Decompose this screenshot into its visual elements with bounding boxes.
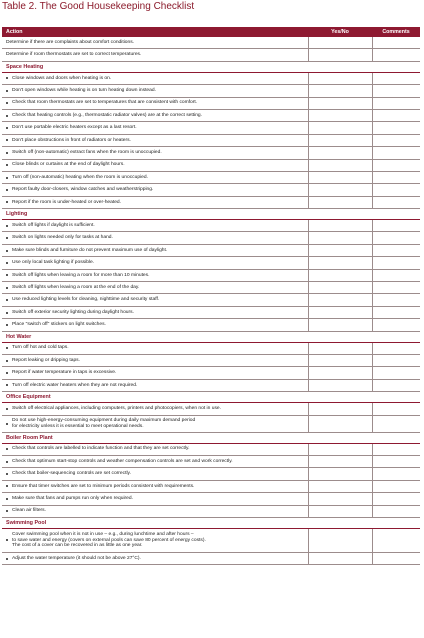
comments-cell[interactable] xyxy=(372,232,420,243)
yes-no-cell[interactable] xyxy=(308,184,372,195)
comments-cell[interactable] xyxy=(372,184,420,195)
item-line: The cost of a cover can be recovered in as little as one year. xyxy=(12,543,143,549)
section-heading xyxy=(2,62,420,73)
comments-cell[interactable] xyxy=(372,444,420,455)
bullet-icon xyxy=(6,372,8,374)
yes-no-cell[interactable] xyxy=(308,319,372,330)
yes-no-cell[interactable] xyxy=(308,37,372,48)
yes-no-cell[interactable] xyxy=(308,553,372,564)
item-line: Use only local task lighting if possible. xyxy=(12,260,95,266)
table-header xyxy=(2,27,420,37)
item-text xyxy=(2,162,308,168)
bullet-icon xyxy=(6,127,8,129)
item-line: Place "switch off" stickers on light switches. xyxy=(12,322,106,328)
yes-no-cell[interactable] xyxy=(308,135,372,146)
item-line: Check that room thermostats are set to temperatures that are consistent with comfort. xyxy=(12,100,198,106)
item-text xyxy=(2,532,308,549)
comments-cell[interactable] xyxy=(372,367,420,378)
item-line: Turn off electric water heaters when they are not required. xyxy=(12,382,138,388)
checklist-item xyxy=(2,85,420,97)
item-line: Switch on lights needed only for tasks at hand. xyxy=(12,235,113,241)
item-line: Switch off (non-automatic) extract fans when the room is unoccupied. xyxy=(12,150,162,156)
item-line: Close blinds or curtains at the end of daylight hours. xyxy=(12,162,125,168)
yes-no-cell[interactable] xyxy=(308,307,372,318)
yes-no-cell[interactable] xyxy=(308,147,372,158)
item-text xyxy=(2,322,308,328)
comments-cell[interactable] xyxy=(372,553,420,564)
comments-cell[interactable] xyxy=(372,468,420,479)
bullet-icon xyxy=(6,250,8,252)
comments-cell[interactable] xyxy=(372,307,420,318)
intro-row xyxy=(2,49,420,61)
item-line: Report if water temperature in taps is excessive. xyxy=(12,370,117,376)
yes-no-cell[interactable] xyxy=(308,220,372,231)
yes-no-cell[interactable] xyxy=(308,270,372,281)
comments-cell[interactable] xyxy=(372,172,420,183)
checklist-item xyxy=(2,160,420,172)
header-yes-no: Yes/No xyxy=(331,29,349,35)
checklist-item xyxy=(2,456,420,468)
checklist-item xyxy=(2,220,420,232)
yes-no-cell[interactable] xyxy=(308,49,372,60)
item-text xyxy=(2,223,308,229)
comments-cell[interactable] xyxy=(372,319,420,330)
yes-no-cell[interactable] xyxy=(308,529,372,552)
bullet-icon xyxy=(6,287,8,289)
yes-no-cell[interactable] xyxy=(308,456,372,467)
item-text xyxy=(2,556,308,562)
section-title: Swimming Pool xyxy=(6,519,47,526)
yes-no-cell[interactable] xyxy=(308,493,372,504)
item-line: Don't use portable electric heaters except as a last resort. xyxy=(12,125,137,131)
checklist-item xyxy=(2,232,420,244)
item-text xyxy=(2,76,308,82)
yes-no-cell[interactable] xyxy=(308,380,372,391)
checklist-item xyxy=(2,416,420,433)
item-line: Report faulty door-closers, window catches and weatherstripping. xyxy=(12,187,154,193)
item-line: Report leaking or dripping taps. xyxy=(12,357,80,363)
item-text xyxy=(2,297,308,303)
item-text xyxy=(2,175,308,181)
item-text xyxy=(2,125,308,131)
checklist-item xyxy=(2,343,420,355)
item-line: Switch off lights when leaving a room at the end of the day. xyxy=(12,284,140,290)
yes-no-cell[interactable] xyxy=(308,245,372,256)
item-text xyxy=(2,235,308,241)
checklist-item xyxy=(2,493,420,505)
item-line: Report if the room is under-heated or over-heated. xyxy=(12,199,122,205)
checklist-item xyxy=(2,245,420,257)
checklist-item xyxy=(2,98,420,110)
bullet-icon xyxy=(6,510,8,512)
comments-cell[interactable] xyxy=(372,73,420,84)
item-text xyxy=(2,406,308,412)
item-line: Don't open windows while heating is on turn heating down instead. xyxy=(12,88,156,94)
header-comments: Comments xyxy=(382,29,410,35)
item-line: Make sure blinds and furniture do not prevent maximum use of daylight. xyxy=(12,247,168,253)
comments-cell[interactable] xyxy=(372,456,420,467)
item-text xyxy=(2,459,308,465)
item-line: Switch off electrical appliances, including computers, printers and photocopiers, when not in use. xyxy=(12,406,221,412)
table-title: Table 2. The Good Housekeeping Checklist xyxy=(2,1,195,12)
checklist-item xyxy=(2,172,420,184)
checklist-item xyxy=(2,367,420,379)
yes-no-cell[interactable] xyxy=(308,355,372,366)
yes-no-cell[interactable] xyxy=(308,160,372,171)
item-line: Check that controls are labelled to indicate function and that they are set correctly. xyxy=(12,446,190,452)
section-title: Office Equipment xyxy=(6,394,51,401)
item-text xyxy=(2,200,308,206)
checklist-item xyxy=(2,468,420,480)
section-heading xyxy=(2,332,420,343)
bullet-icon xyxy=(6,324,8,326)
bullet-icon xyxy=(6,299,8,301)
item-line: Turn off hot and cold taps. xyxy=(12,345,69,351)
item-line: Close windows and doors when heating is on. xyxy=(12,75,112,81)
bullet-icon xyxy=(6,448,8,450)
item-text xyxy=(2,508,308,514)
checklist-item xyxy=(2,444,420,456)
checklist-item xyxy=(2,135,420,147)
yes-no-cell[interactable] xyxy=(308,506,372,517)
comments-cell[interactable] xyxy=(372,506,420,517)
yes-no-cell[interactable] xyxy=(308,122,372,133)
comments-cell[interactable] xyxy=(372,220,420,231)
item-text xyxy=(2,100,308,106)
item-text xyxy=(2,471,308,477)
checklist-item xyxy=(2,73,420,85)
yes-no-cell[interactable] xyxy=(308,481,372,492)
item-line: Use reduced lighting levels for cleaning, nighttime and security staff. xyxy=(12,297,160,303)
yes-no-cell[interactable] xyxy=(308,343,372,354)
section-heading xyxy=(2,518,420,529)
section-title: Lighting xyxy=(6,211,28,218)
section-heading xyxy=(2,392,420,403)
item-text xyxy=(2,260,308,266)
yes-no-cell[interactable] xyxy=(308,257,372,268)
checklist-item xyxy=(2,529,420,553)
comments-cell[interactable] xyxy=(372,147,420,158)
item-line: Don't place obstructions in front of radiators or heaters. xyxy=(12,137,131,143)
yes-no-cell[interactable] xyxy=(308,98,372,109)
item-line: Check that heating controls (e.g., thermostatic radiator valves) are at the correct setting. xyxy=(12,112,203,118)
bullet-icon xyxy=(6,408,8,410)
item-line: Adjust the water temperature (it should not be above 27°C). xyxy=(12,555,141,561)
item-line: Clean air filters. xyxy=(12,508,46,514)
comments-cell[interactable] xyxy=(372,294,420,305)
bullet-icon xyxy=(6,90,8,92)
item-line: Switch off exterior security lighting during daylight hours. xyxy=(12,309,134,315)
yes-no-cell[interactable] xyxy=(308,110,372,121)
bullet-icon xyxy=(6,347,8,349)
section-heading xyxy=(2,209,420,220)
bullet-icon xyxy=(6,360,8,362)
section-title: Boiler Room Plant xyxy=(6,434,53,441)
item-text xyxy=(2,248,308,254)
bullet-icon xyxy=(6,177,8,179)
yes-no-cell[interactable] xyxy=(308,468,372,479)
item-line: to save water and energy (covers on external pools can save 80 percent of energy costs). xyxy=(12,537,206,543)
section-title: Space Heating xyxy=(6,63,44,70)
intro-text: Determine if there are complaints about comfort conditions. xyxy=(6,39,135,45)
comments-cell[interactable] xyxy=(372,257,420,268)
item-text xyxy=(2,138,308,144)
comments-cell[interactable] xyxy=(372,493,420,504)
item-line: Switch off lights if daylight is sufficient. xyxy=(12,222,95,228)
bullet-icon xyxy=(6,558,8,560)
bullet-icon xyxy=(6,237,8,239)
comments-cell[interactable] xyxy=(372,380,420,391)
yes-no-cell[interactable] xyxy=(308,403,372,414)
yes-no-cell[interactable] xyxy=(308,172,372,183)
checklist-table xyxy=(2,27,420,565)
bullet-icon xyxy=(6,473,8,475)
item-text xyxy=(2,113,308,119)
comments-cell[interactable] xyxy=(372,282,420,293)
intro-text: Determine if room thermostats are set to correct temperatures. xyxy=(6,52,142,58)
yes-no-cell[interactable] xyxy=(308,444,372,455)
item-line: for electricity unless it is essential to meet operational needs. xyxy=(12,423,144,429)
comments-cell[interactable] xyxy=(372,270,420,281)
comments-cell[interactable] xyxy=(372,343,420,354)
bullet-icon xyxy=(6,384,8,386)
bullet-icon xyxy=(6,102,8,104)
yes-no-cell[interactable] xyxy=(308,85,372,96)
comments-cell[interactable] xyxy=(372,85,420,96)
bullet-icon xyxy=(6,485,8,487)
bullet-icon xyxy=(6,152,8,154)
comments-cell[interactable] xyxy=(372,416,420,432)
item-line: Switch off lights when leaving a room for more than 10 minutes. xyxy=(12,272,150,278)
checklist-item xyxy=(2,294,420,306)
comments-cell[interactable] xyxy=(372,110,420,121)
item-line: Check that optimum start-stop controls and weather compensation controls are set and work correctly. xyxy=(12,458,233,464)
checklist-item xyxy=(2,380,420,392)
section-heading xyxy=(2,433,420,444)
comments-cell[interactable] xyxy=(372,122,420,133)
checklist-item xyxy=(2,147,420,159)
checklist-item xyxy=(2,403,420,415)
bullet-icon xyxy=(6,164,8,166)
checklist-item xyxy=(2,197,420,209)
bullet-icon xyxy=(6,77,8,79)
bullet-icon xyxy=(6,139,8,141)
item-line: Make sure that fans and pumps run only when required. xyxy=(12,496,133,501)
bullet-icon xyxy=(6,262,8,264)
comments-cell[interactable] xyxy=(372,403,420,414)
item-text xyxy=(2,370,308,376)
intro-row xyxy=(2,37,420,49)
comments-cell[interactable] xyxy=(372,197,420,208)
checklist-item xyxy=(2,307,420,319)
checklist-item xyxy=(2,506,420,518)
header-action: Action xyxy=(6,29,23,35)
comments-cell[interactable] xyxy=(372,355,420,366)
comments-cell[interactable] xyxy=(372,37,420,48)
bullet-icon xyxy=(6,423,8,425)
checklist-item xyxy=(2,319,420,331)
checklist-item xyxy=(2,481,420,493)
bullet-icon xyxy=(6,539,8,541)
checklist-item xyxy=(2,553,420,565)
item-text xyxy=(2,383,308,389)
item-text xyxy=(2,273,308,279)
yes-no-cell[interactable] xyxy=(308,416,372,432)
item-text xyxy=(2,150,308,156)
yes-no-cell[interactable] xyxy=(308,232,372,243)
bullet-icon xyxy=(6,461,8,463)
item-text xyxy=(2,358,308,364)
comments-cell[interactable] xyxy=(372,481,420,492)
bullet-icon xyxy=(6,115,8,117)
yes-no-cell[interactable] xyxy=(308,73,372,84)
bullet-icon xyxy=(6,225,8,227)
yes-no-cell[interactable] xyxy=(308,367,372,378)
item-text xyxy=(2,345,308,351)
checklist-item xyxy=(2,184,420,196)
yes-no-cell[interactable] xyxy=(308,197,372,208)
item-text xyxy=(2,496,308,502)
item-text xyxy=(2,187,308,193)
yes-no-cell[interactable] xyxy=(308,294,372,305)
section-title: Hot Water xyxy=(6,333,32,340)
comments-cell[interactable] xyxy=(372,245,420,256)
item-line: Cover swimming pool when it is not in use – e.g., during lunchtime and after hours – xyxy=(12,532,194,537)
checklist-item xyxy=(2,270,420,282)
comments-cell[interactable] xyxy=(372,160,420,171)
item-line: Do not use high-energy-consuming equipment during daily maximum demand period xyxy=(12,417,196,423)
checklist-item xyxy=(2,355,420,367)
checklist-item xyxy=(2,122,420,134)
item-text xyxy=(2,484,308,490)
item-text xyxy=(2,418,308,429)
checklist-item xyxy=(2,257,420,269)
item-line: Ensure that timer switches are set to minimum periods consistent with requirements. xyxy=(12,483,195,489)
comments-cell[interactable] xyxy=(372,49,420,60)
item-text xyxy=(2,285,308,291)
bullet-icon xyxy=(6,498,8,500)
bullet-icon xyxy=(6,312,8,314)
checklist-item xyxy=(2,110,420,122)
item-text xyxy=(2,310,308,316)
item-line: Turn off (non-automatic) heating when the room is unoccupied. xyxy=(12,174,148,180)
item-line: Check that boiler-sequencing controls are set correctly. xyxy=(12,471,131,477)
comments-cell[interactable] xyxy=(372,135,420,146)
yes-no-cell[interactable] xyxy=(308,282,372,293)
bullet-icon xyxy=(6,189,8,191)
bullet-icon xyxy=(6,201,8,203)
item-text xyxy=(2,446,308,452)
comments-cell[interactable] xyxy=(372,98,420,109)
bullet-icon xyxy=(6,274,8,276)
comments-cell[interactable] xyxy=(372,529,420,552)
checklist-item xyxy=(2,282,420,294)
item-text xyxy=(2,88,308,94)
